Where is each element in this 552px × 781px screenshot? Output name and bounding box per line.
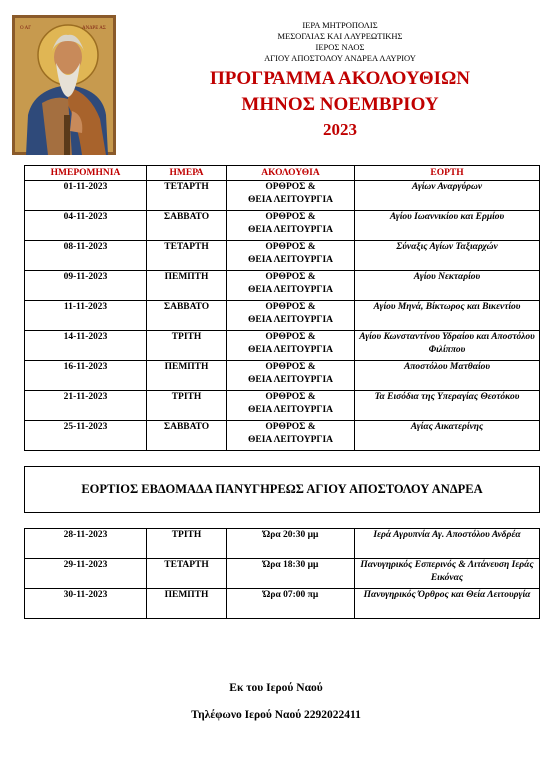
date-cell: 16-11-2023 (25, 361, 147, 391)
service-line-2: ΘΕΙΑ ΛΕΙΤΟΥΡΓΙΑ (247, 255, 334, 265)
table-spacer (25, 513, 540, 529)
feast-cell: Τα Εισόδια της Υπεραγίας Θεοτόκου (355, 391, 540, 421)
date-cell: 25-11-2023 (25, 421, 147, 451)
saint-andrew-icon (12, 15, 116, 155)
header-church-name: ΑΓΙΟΥ ΑΠΟΣΤΟΛΟΥ ΑΝΔΡΕΑ ΛΑΥΡΙΟΥ (264, 53, 416, 63)
column-header-service: ΑΚΟΛΟΥΘΙΑ (227, 166, 355, 181)
table-row (25, 271, 540, 301)
service-line-1: ΟΡΘΡΟΣ & (265, 332, 316, 342)
day-cell: ΣΑΒΒΑΤΟ (147, 211, 227, 241)
header-metropolis: ΙΕΡΑ ΜΗΤΡΟΠΟΛΙΣ (302, 20, 378, 30)
service-cell (227, 181, 355, 211)
service-line-1: ΟΡΘΡΟΣ & (265, 302, 316, 312)
feast-cell: Αγίου Κωνσταντίνου Υδραίου και Αποστόλου Φιλίππου (355, 331, 540, 361)
festive-week-row (25, 467, 540, 513)
footer-phone: Τηλέφωνο Ιερού Ναού 2292022411 (191, 709, 361, 721)
service-line-2: ΘΕΙΑ ΛΕΙΤΟΥΡΓΙΑ (247, 375, 334, 385)
service-line-2: ΘΕΙΑ ΛΕΙΤΟΥΡΓΙΑ (247, 285, 334, 295)
day-cell: ΤΡΙΤΗ (147, 391, 227, 421)
service-line-2: ΘΕΙΑ ΛΕΙΤΟΥΡΓΙΑ (247, 225, 334, 235)
feast-cell: Σύναξις Αγίων Ταξιαρχών (355, 241, 540, 271)
day-cell: ΤΕΤΑΡΤΗ (147, 181, 227, 211)
service-line-1: ΟΡΘΡΟΣ & (265, 362, 316, 372)
page-year: 2023 (323, 120, 357, 139)
service-line-1: ΟΡΘΡΟΣ & (265, 272, 316, 282)
table-row (25, 391, 540, 421)
festive-week-title: ΕΟΡΤΙΟΣ ΕΒΔΟΜΑΔΑ ΠΑΝΥΓΗΡΕΩΣ ΑΓΙΟΥ ΑΠΟΣΤΟΛΟΥ ΑΝΔΡΕΑ (25, 467, 540, 513)
day-cell: ΤΡΙΤΗ (147, 529, 227, 559)
table-spacer (25, 451, 540, 467)
date-cell: 30-11-2023 (25, 589, 147, 619)
date-cell: 04-11-2023 (25, 211, 147, 241)
feast-cell: Πανυγηρικός Όρθρος και Θεία Λειτουργία (355, 589, 540, 619)
feast-cell: Αγίου Ιωαννικίου και Ερμίου (355, 211, 540, 241)
feast-cell: Ιερά Αγρυπνία Αγ. Αποστόλου Ανδρέα (355, 529, 540, 559)
service-line-2: ΘΕΙΑ ΛΕΙΤΟΥΡΓΙΑ (247, 315, 334, 325)
service-line-2: ΘΕΙΑ ΛΕΙΤΟΥΡΓΙΑ (247, 195, 334, 205)
feast-cell: Αποστόλου Ματθαίου (355, 361, 540, 391)
date-cell: 09-11-2023 (25, 271, 147, 301)
table-row (25, 211, 540, 241)
service-cell (227, 211, 355, 241)
date-cell: 28-11-2023 (25, 529, 147, 559)
service-line-1: ΟΡΘΡΟΣ & (265, 242, 316, 252)
icon-inscription-left: Ο ΑΓ (20, 26, 32, 31)
header-church-label: ΙΕΡΟΣ ΝΑΟΣ (315, 42, 365, 52)
day-cell: ΤΡΙΤΗ (147, 331, 227, 361)
date-cell: 01-11-2023 (25, 181, 147, 211)
service-line-2: ΘΕΙΑ ΛΕΙΤΟΥΡΓΙΑ (247, 435, 334, 445)
column-header-date: ΗΜΕΡΟΜΗΝΙΑ (25, 166, 147, 181)
day-cell: ΠΕΜΠΤΗ (147, 589, 227, 619)
footer-source: Εκ του Ιερού Ναού (229, 682, 323, 694)
day-cell: ΤΕΤΑΡΤΗ (147, 241, 227, 271)
feast-cell: Αγίας Αικατερίνης (355, 421, 540, 451)
date-cell: 11-11-2023 (25, 301, 147, 331)
table-row (25, 331, 540, 361)
festive-table-row (25, 589, 540, 619)
service-line-1: ΟΡΘΡΟΣ & (265, 182, 316, 192)
service-cell (227, 391, 355, 421)
day-cell: ΣΑΒΒΑΤΟ (147, 421, 227, 451)
feast-cell: Αγίων Αναργύρων (355, 181, 540, 211)
festive-table-row (25, 559, 540, 589)
service-line-1: ΟΡΘΡΟΣ & (265, 392, 316, 402)
service-time-cell: Ώρα 20:30 μμ (227, 529, 355, 559)
feast-cell: Αγίου Μηνά, Βίκτωρος και Βικεντίου (355, 301, 540, 331)
service-cell (227, 301, 355, 331)
service-line-1: ΟΡΘΡΟΣ & (265, 212, 316, 222)
service-line-2: ΘΕΙΑ ΛΕΙΤΟΥΡΓΙΑ (247, 345, 334, 355)
date-cell: 21-11-2023 (25, 391, 147, 421)
table-row (25, 181, 540, 211)
day-cell: ΣΑΒΒΑΤΟ (147, 301, 227, 331)
column-header-day: ΗΜΕΡΑ (147, 166, 227, 181)
day-cell: ΠΕΜΠΤΗ (147, 361, 227, 391)
table-row (25, 421, 540, 451)
date-cell: 08-11-2023 (25, 241, 147, 271)
date-cell: 29-11-2023 (25, 559, 147, 589)
page-subtitle: ΜΗΝΟΣ ΝΟΕΜΒΡΙΟΥ (241, 94, 439, 115)
table-row (25, 241, 540, 271)
page-title: ΠΡΟΓΡΑΜΜΑ ΑΚΟΛΟΥΘΙΩΝ (209, 68, 471, 89)
column-header-feast: ΕΟΡΤΗ (355, 166, 540, 181)
service-cell (227, 271, 355, 301)
service-cell (227, 421, 355, 451)
service-line-2: ΘΕΙΑ ΛΕΙΤΟΥΡΓΙΑ (247, 405, 334, 415)
service-cell (227, 331, 355, 361)
header-region: ΜΕΣΟΓΑΙΑΣ ΚΑΙ ΛΑΥΡΕΩΤΙΚΗΣ (277, 31, 403, 41)
service-line-1: ΟΡΘΡΟΣ & (265, 422, 316, 432)
service-time-cell: Ώρα 18:30 μμ (227, 559, 355, 589)
feast-cell: Αγίου Νεκταρίου (355, 271, 540, 301)
table-row (25, 361, 540, 391)
icon-inscription-right: ΑΝΔΡΕ ΑΣ (82, 26, 106, 31)
festive-table-row (25, 529, 540, 559)
day-cell: ΤΕΤΑΡΤΗ (147, 559, 227, 589)
schedule-table (24, 165, 540, 619)
service-cell (227, 241, 355, 271)
feast-cell: Πανυγηρικός Εσπερινός & Λιτάνευση Ιεράς Εικόνας (355, 559, 540, 589)
table-row (25, 301, 540, 331)
header (140, 20, 540, 142)
day-cell: ΠΕΜΠΤΗ (147, 271, 227, 301)
date-cell: 14-11-2023 (25, 331, 147, 361)
service-time-cell: Ώρα 07:00 πμ (227, 589, 355, 619)
service-cell (227, 361, 355, 391)
table-header-row (25, 166, 540, 181)
